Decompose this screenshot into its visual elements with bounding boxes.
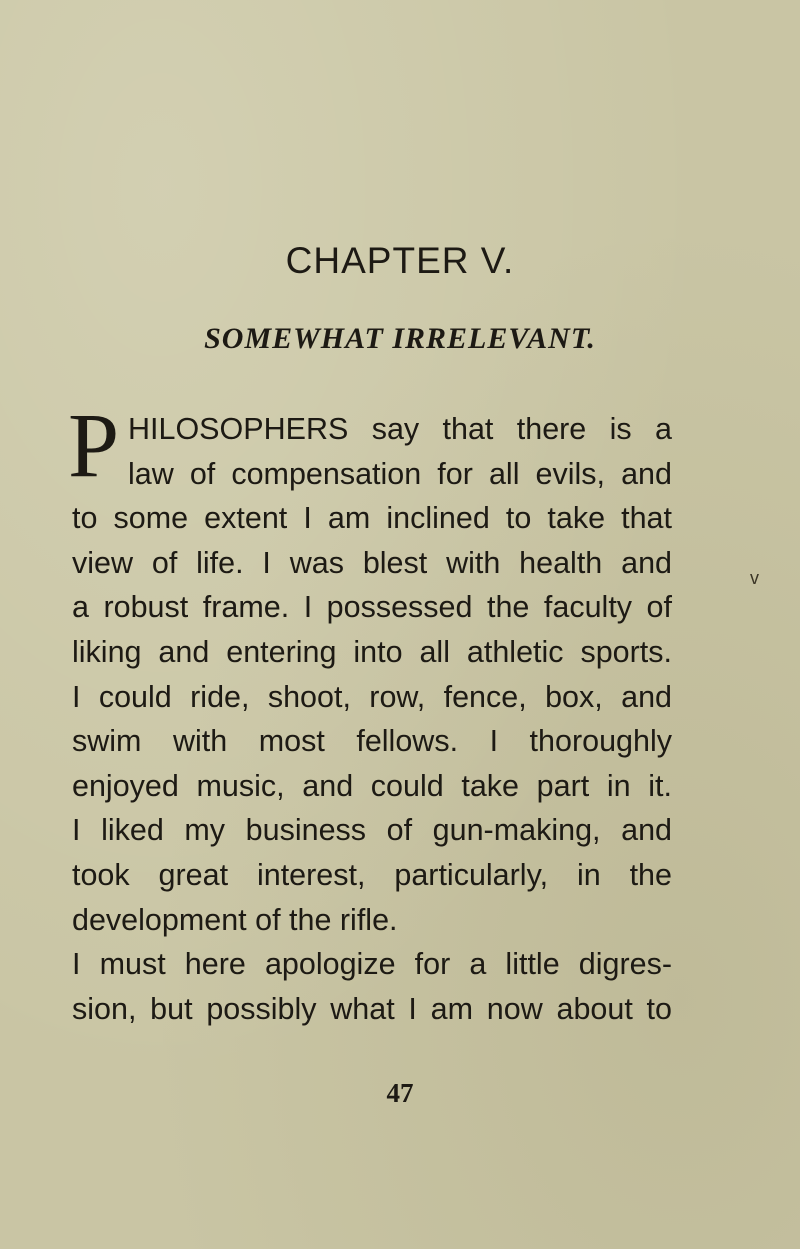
text-line: law of compensation for all evils, and xyxy=(128,456,672,491)
chapter-subtitle: SOMEWHAT IRRELEVANT. xyxy=(204,322,596,355)
page-number: 47 xyxy=(386,1078,414,1108)
text-line: liking and entering into all athletic sports. xyxy=(72,634,672,669)
drop-cap: P xyxy=(68,394,120,496)
text-line: HILOSOPHERS say that there is a xyxy=(128,412,672,446)
text-line: I liked my business of gun-making, and xyxy=(72,813,672,848)
paragraph-opening xyxy=(68,394,672,496)
text-line: sion, but possibly what I am now about to xyxy=(72,991,672,1026)
chapter-heading: CHAPTER V. xyxy=(285,240,515,281)
margin-mark: v xyxy=(750,568,759,588)
body-text xyxy=(68,394,672,1031)
text-line: I could ride, shoot, row, fence, box, and xyxy=(72,679,672,714)
text-line: took great interest, particularly, in the xyxy=(72,857,672,892)
text-line: development of the rifle. xyxy=(72,902,398,937)
text-line: swim with most fellows. I thoroughly xyxy=(72,724,672,759)
text-line: enjoyed music, and could take part in it. xyxy=(72,768,672,803)
text-line: a robust frame. I possessed the faculty of xyxy=(72,590,672,625)
text-line: to some extent I am inclined to take that xyxy=(72,501,672,536)
text-line: I must here apologize for a little digres- xyxy=(72,947,672,982)
text-line: view of life. I was blest with health and xyxy=(72,545,672,580)
